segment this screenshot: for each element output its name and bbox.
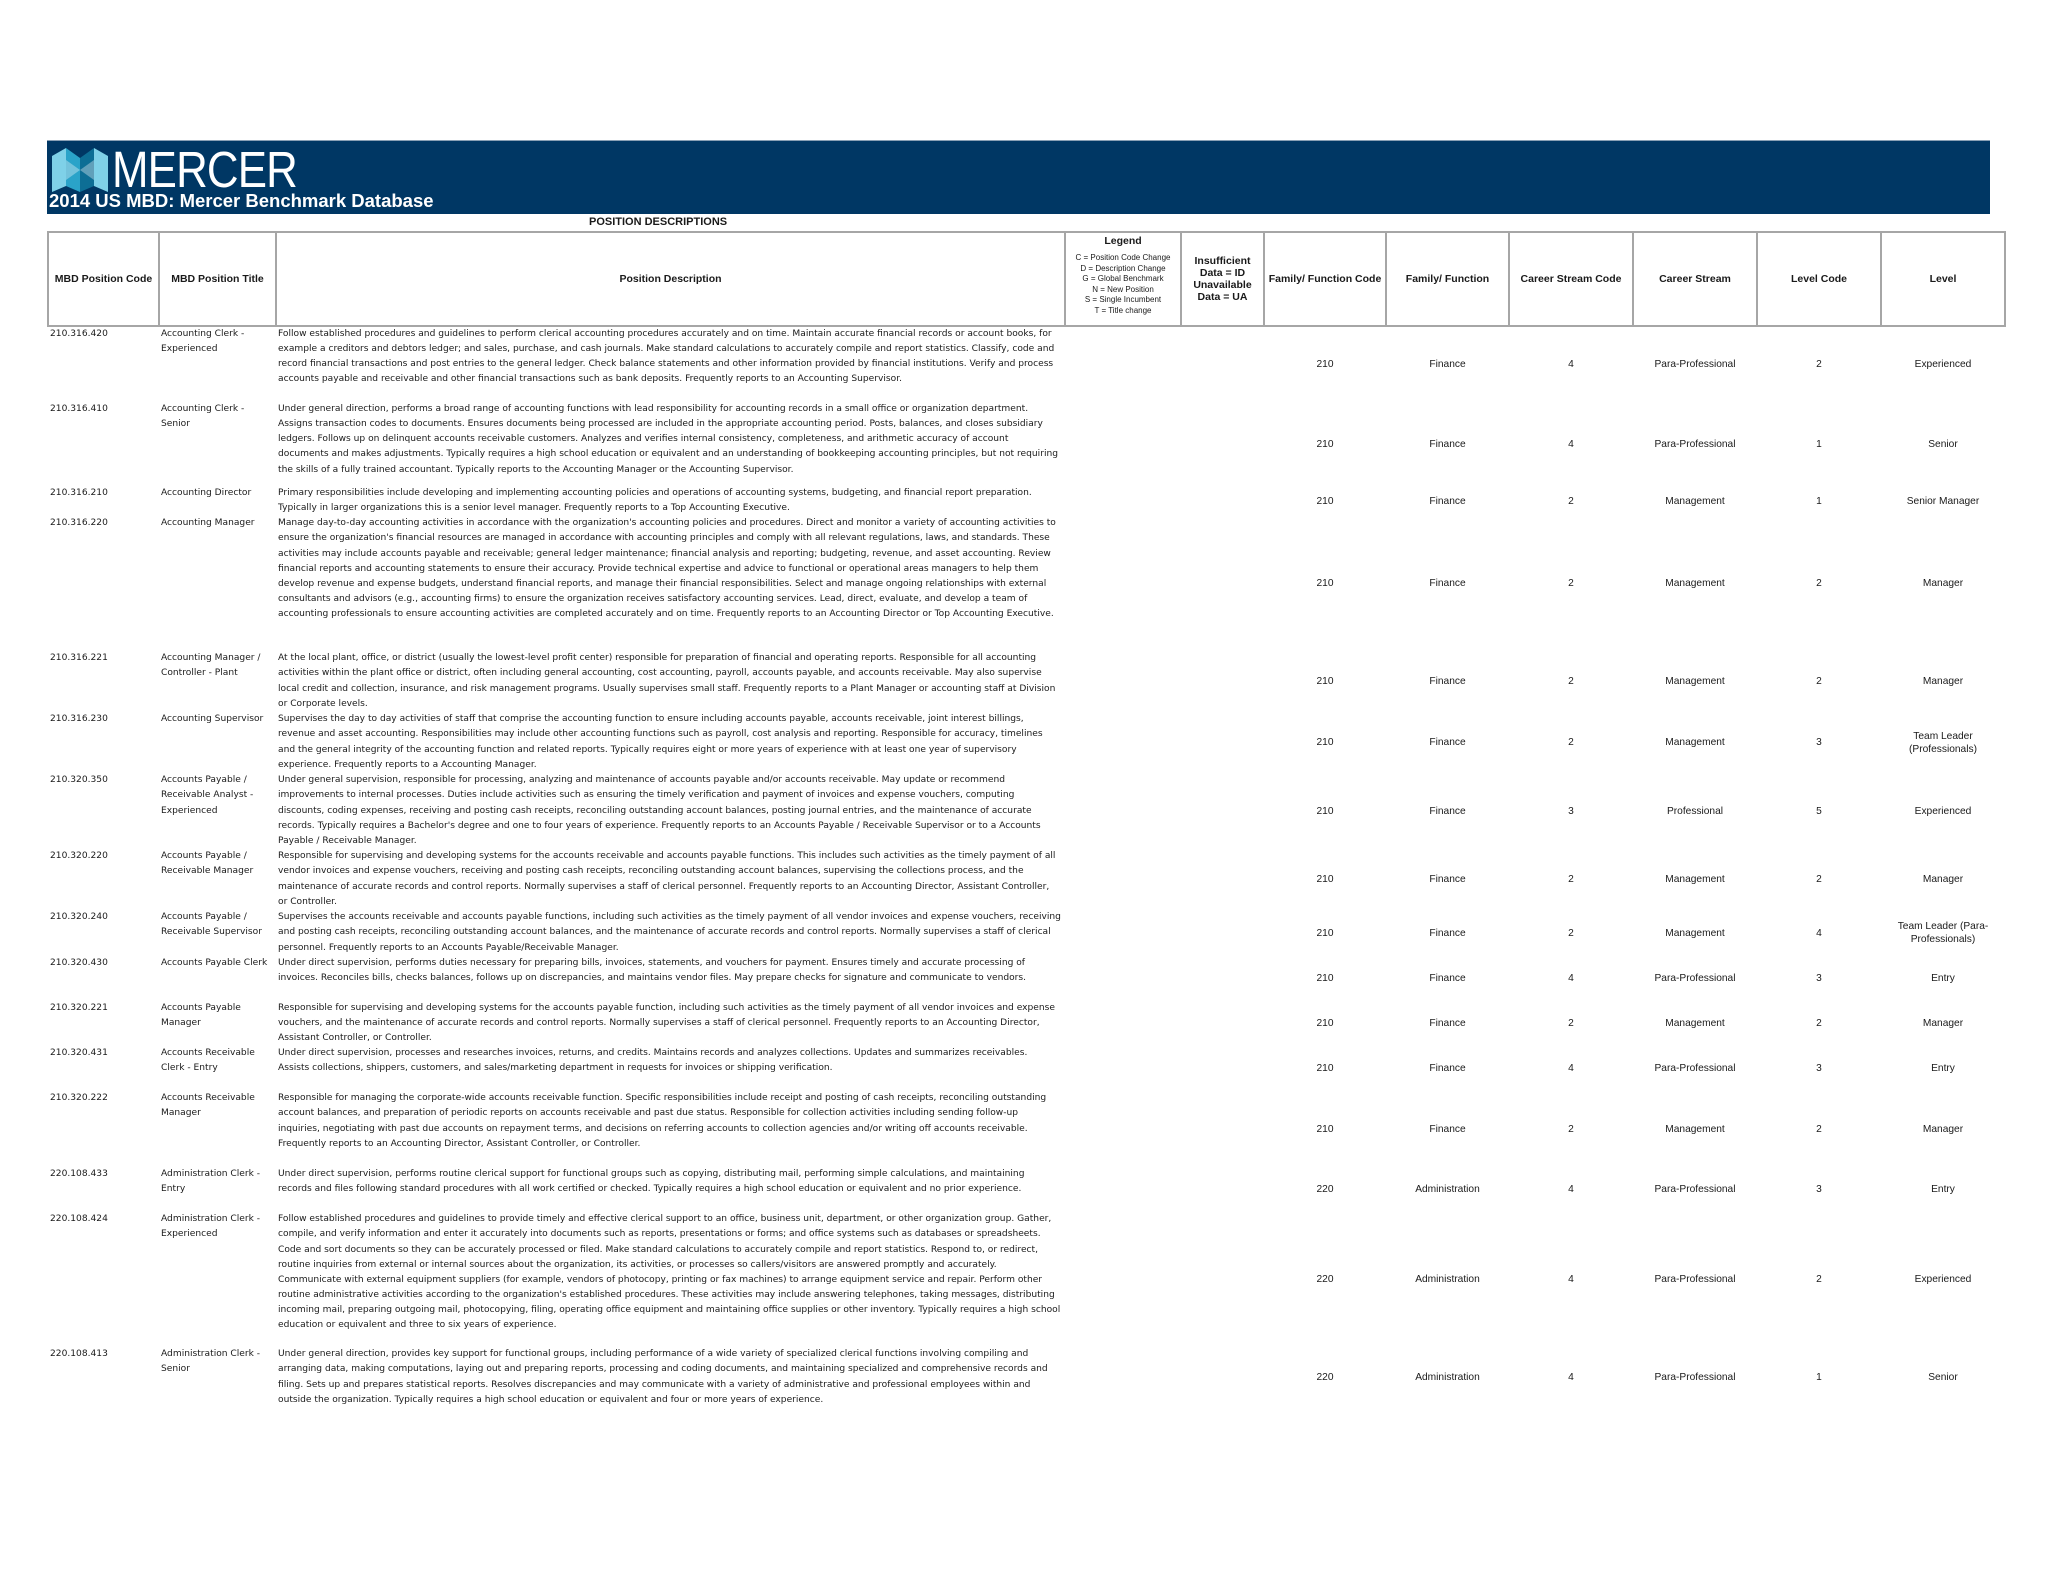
position-description-cell: Supervises the day to day activities of staff that comprise the accounting function to ensure including accounts payable, accounts receivable, joint interest billings, revenue and asset accounting. Responsibilities may include other accounting functions such as payroll, cost analysis and reporting. Responsible for accuracy, timelines and the general integrity of the accounting function and related reports. Typically requires eight or more years of experience with at least one year of supervisory experience. Frequently reports to a Accounting Manager.: [278, 714, 1043, 770]
family-code-cell: 210: [1316, 1123, 1334, 1135]
position-code-cell: 210.320.240: [50, 912, 108, 923]
position-description-cell: Primary responsibilities include developing and implementing accounting policies and operations of accounting systems, budgeting, and financial report preparation. Typically in larger organizations this is a senior level manager. Frequently reports to a Top Accounting Executive.: [278, 488, 1032, 514]
insufficient-data-cell: [1181, 773, 1264, 849]
legend-cell: [1065, 1212, 1181, 1347]
col-header-family: Family/ Function: [1386, 232, 1509, 326]
mercer-logo-icon: [52, 146, 109, 194]
legend-line: G = Global Benchmark: [1082, 274, 1164, 284]
level-cell: Experienced: [1914, 805, 1972, 817]
career-stream-cell: Management: [1665, 927, 1725, 939]
level-code-cell: 3: [1816, 1184, 1822, 1196]
career-stream-code-cell: 4: [1568, 359, 1574, 370]
position-code-cell: 220.108.433: [50, 1169, 108, 1180]
insufficient-data-cell: [1181, 486, 1264, 516]
position-description-cell: Under direct supervision, performs routine clerical support for functional groups such as copying, distributing mail, performing simple calculations, and maintaining records and files following standard procedures with all work certified or checked. Typically requires a high school education or equivalent and no prior experience.: [278, 1169, 1025, 1195]
table-row: [48, 1212, 2005, 1347]
level-code-cell: 3: [1816, 1063, 1822, 1075]
position-code-cell: 210.316.210: [50, 488, 108, 498]
family-code-cell: 210: [1316, 495, 1334, 507]
position-code-cell: 220.108.424: [50, 1214, 108, 1225]
position-description-cell: Manage day-to-day accounting activities in accordance with the organization's accounting policies and procedures. Direct and monitor a variety of accounting activities to ensure the organization's financial resources are managed in accordance with accounting principles and comply with all relevant regulations, laws, and standards. These activities may include accounts payable and receivable; general ledger maintenance; financial analysis and reporting; budgeting, revenue, and asset accounting. Review financial reports and accounting statements to ensure their accuracy. Provide technical expertise and advice to functional or operational areas managers to help them develop revenue and expense budgets, understand financial reports, and manage their financial responsibilities. Select and manage ongoing relationships with external consultants and advisors (e.g., accounting firms) to ensure the organization receives satisfactory accounting services. Lead, direct, evaluate, and develop a team of accounting professionals to ensure accounting activities are completed accurately and on time. Frequently reports to an Accounting Director or Top Accounting Executive.: [278, 518, 1056, 620]
position-description-cell: Supervises the accounts receivable and accounts payable functions, including such activities as the timely payment of all vendor invoices and expense vouchers, receiving and posting cash receipts, reconciling outstanding account balances, and the maintenance of accurate records and control reports. Normally supervises a staff of clerical personnel. Frequently reports to an Accounts Payable/Receivable Manager.: [278, 912, 1061, 953]
insufficient-data-cell: [1181, 956, 1264, 1001]
career-stream-cell: Para-Professional: [1654, 359, 1736, 370]
table-row: [48, 910, 2005, 955]
level-code-cell: 2: [1816, 578, 1822, 590]
level-cell: Entry: [1931, 1063, 1955, 1075]
family-code-cell: 210: [1316, 676, 1334, 688]
family-cell: Finance: [1429, 1123, 1466, 1135]
table-row: [48, 326, 2005, 402]
position-description-cell: Follow established procedures and guidelines to perform clerical accounting procedures accurately and on time. Maintain accurate financial records or account books, for example a creditors and debtors ledger; and sales, purchase, and cash journals. Make standard calculations to accurately compile and report statistics. Classify, code and record financial transactions and post entries to the general ledger. Check balance statements and other information provided by financial institutions. Verify and process accounts payable and receivable and other financial transactions such as bank deposits. Frequently reports to an Accounting Supervisor.: [278, 329, 1055, 385]
legend-line: C = Position Code Change: [1075, 253, 1171, 262]
career-stream-code-cell: 2: [1568, 927, 1574, 939]
legend-cell: [1065, 402, 1181, 486]
family-cell: Finance: [1429, 737, 1466, 749]
section-title: POSITION DESCRIPTIONS: [589, 216, 728, 228]
legend-cell: [1065, 1347, 1181, 1408]
legend-line: S = Single Incumbent: [1084, 295, 1162, 305]
family-code-cell: 210: [1316, 1018, 1334, 1030]
insufficient-data-cell: [1181, 1347, 1264, 1408]
family-code-cell: 210: [1316, 805, 1334, 817]
level-code-cell: 3: [1816, 972, 1822, 984]
career-stream-cell: Management: [1665, 1123, 1725, 1135]
insufficient-data-cell: [1181, 1001, 1264, 1046]
family-cell: Finance: [1429, 805, 1466, 817]
legend-cell: [1065, 1001, 1181, 1046]
level-code-cell: 2: [1816, 1123, 1822, 1135]
legend-cell: [1065, 1046, 1181, 1091]
career-stream-cell: Management: [1665, 737, 1725, 749]
career-stream-cell: Management: [1665, 676, 1725, 688]
position-description-cell: Responsible for managing the corporate-wide accounts receivable function. Specific responsibilities include receipt and posting of cash receipts, reconciling outstanding account balances, and preparation of periodic reports on accounts receivable and past due status. Responsible for collection activities including sending follow-up inquiries, negotiating with past due accounts on repayment terms, and decisions on referring accounts to collection agencies and/or writing off accounts receivable. Frequently reports to an Accounting Director, Assistant Controller, or Controller.: [278, 1093, 1047, 1149]
position-title-cell: Accounting Supervisor: [161, 714, 264, 725]
insufficient-data-cell: [1181, 712, 1264, 773]
insufficient-line: Insufficient: [1194, 255, 1251, 267]
col-header-level: Level: [1881, 232, 2005, 326]
position-description-cell: Follow established procedures and guidelines to provide timely and effective clerical support to an office, business unit, department, or other organization group. Gather, compile, and verify information and enter it accurately into documents such as reports, presentations or forms; and office systems such as databases or spreadsheets. Code and sort documents so they can be accurately processed or filed. Make standard calculations to accurately compile and report statistics. Respond to, or redirect, routine inquiries from external or internal sources about the organization, its activities, or processes so callers/visitors are answered promptly and accurately. Communicate with external equipment suppliers (for example, vendors of photocopy, printing or fax machines) to arrange equipment service and repair. Perform other routine administrative activities according to the organization's established procedures. These activities may include answering telephones, taking messages, distributing incoming mail, preparing outgoing mail, photocopying, filing, operating office equipment and maintaining office supplies or other inventory. Typically requires a high school education or equivalent and three to six years of experience.: [278, 1214, 1061, 1331]
family-cell: Finance: [1429, 676, 1466, 688]
mercer-logo: [52, 141, 327, 198]
position-title-cell: Accounting Director: [161, 488, 252, 498]
legend-cell: [1065, 849, 1181, 910]
position-description-cell: Under direct supervision, processes and researches invoices, returns, and credits. Maintains records and analyzes collections. Updates and summarizes receivables. Assists collections, shippers, customers, and sales/marketing department in requests for invoices or shipping verification.: [278, 1048, 1028, 1074]
level-code-cell: 1: [1816, 495, 1822, 507]
insufficient-line: Data = UA: [1197, 291, 1248, 303]
position-description-cell: Under general supervision, responsible for processing, analyzing and maintenance of accounts payable and/or accounts receivable. May update or recommend improvements to internal processes. Duties include activities such as ensuring the timely verification and payment of invoices and expense vouchers, computing discounts, coding expenses, receiving and posting cash receipts, reconciling outstanding account balances, posting journal entries, and the maintenance of accurate records. Typically requires a Bachelor's degree and one to four years of experience. Frequently reports to an Accounts Payable / Receivable Supervisor or to a Accounts Payable / Receivable Manager.: [278, 775, 1041, 846]
insufficient-data-cell: [1181, 849, 1264, 910]
table-row: [48, 486, 2005, 516]
career-stream-cell: Management: [1665, 495, 1725, 507]
position-code-cell: 210.316.220: [50, 518, 108, 529]
family-code-cell: 210: [1316, 874, 1334, 886]
legend-line: D = Description Change: [1080, 263, 1166, 273]
family-cell: Finance: [1429, 495, 1466, 507]
table-row: [48, 1001, 2005, 1046]
position-title-cell: Administration Clerk - Entry: [161, 1169, 261, 1195]
legend-line: N = New Position: [1092, 284, 1154, 294]
level-cell: Experienced: [1914, 359, 1972, 370]
col-header-legend: [1065, 232, 1181, 326]
position-description-cell: At the local plant, office, or district (usually the lowest-level profit center) responsible for preparation of financial and operating reports. Responsible for all accounting activities within the plant office or district, often including general accounting, cost accounting, payroll, accounts payable, and accounts receivable. May also supervise local credit and collection, insurance, and risk management programs. Usually supervises small staff. Frequently reports to a Plant Manager or accounting staff at Division or Corporate levels.: [278, 653, 1056, 709]
position-code-cell: 210.320.220: [50, 851, 108, 862]
career-stream-code-cell: 2: [1568, 874, 1574, 886]
career-stream-cell: Professional: [1666, 805, 1724, 817]
position-title-cell: Accounts Receivable Clerk - Entry: [161, 1048, 255, 1074]
legend-cell: [1065, 1167, 1181, 1212]
table-row: [48, 402, 2005, 486]
level-cell: Manager: [1922, 1018, 1964, 1030]
col-header-stream: Career Stream: [1633, 232, 1757, 326]
position-title-cell: Accounting Manager: [161, 518, 255, 529]
family-cell: Finance: [1429, 438, 1466, 450]
table-row: [48, 1046, 2005, 1091]
level-code-cell: 5: [1816, 805, 1822, 817]
legend-cell: [1065, 486, 1181, 516]
brand-wordmark: MERCER: [112, 141, 297, 198]
legend-cell: [1065, 956, 1181, 1001]
position-title-cell: Accounts Receivable Manager: [161, 1093, 255, 1119]
family-cell: Finance: [1429, 578, 1466, 590]
level-cell: Manager: [1922, 578, 1964, 590]
career-stream-code-cell: 4: [1568, 438, 1574, 450]
family-cell: Administration: [1415, 1372, 1480, 1384]
level-cell: Manager: [1922, 1123, 1964, 1135]
insufficient-data-cell: [1181, 516, 1264, 651]
family-code-cell: 210: [1316, 972, 1334, 984]
position-title-cell: Accounts Payable Manager: [161, 1002, 241, 1028]
career-stream-code-cell: 4: [1568, 1372, 1574, 1384]
position-title-cell: Accounts Payable Clerk: [161, 957, 268, 968]
table-row: [48, 712, 2005, 773]
career-stream-cell: Management: [1665, 1018, 1725, 1030]
family-cell: Administration: [1415, 1274, 1480, 1286]
legend-cell: [1065, 651, 1181, 712]
position-description-cell: Under general direction, performs a broad range of accounting functions with lead responsibility for accounting records in a small office or organization department. Assigns transaction codes to documents. Ensures documents being processed are included in the appropriate accounting period. Posts, balances, and closes subsidiary ledgers. Follows up on delinquent accounts receivable customers. Analyzes and verifies internal consistency, completeness, and arithmetic accuracy of account documents and makes adjustments. Typically requires a high school education or equivalent and an understanding of bookkeeping accounting principles, but not requiring the skills of a fully trained accountant. Typically reports to the Accounting Manager or the Accounting Supervisor.: [278, 404, 1059, 475]
position-code-cell: 210.320.430: [50, 957, 108, 968]
level-cell: Entry: [1931, 1184, 1955, 1196]
family-code-cell: 210: [1316, 578, 1334, 590]
table-row: [48, 773, 2005, 849]
position-title-cell: Administration Clerk - Experienced: [161, 1214, 261, 1240]
level-code-cell: 4: [1816, 927, 1822, 939]
level-code-cell: 2: [1816, 676, 1822, 688]
career-stream-code-cell: 2: [1568, 1123, 1574, 1135]
position-title-cell: Accounts Payable / Receivable Supervisor: [161, 912, 262, 938]
career-stream-cell: Management: [1665, 874, 1725, 886]
career-stream-cell: Management: [1665, 578, 1725, 590]
position-code-cell: 210.316.221: [50, 653, 108, 664]
insufficient-data-cell: [1181, 402, 1264, 486]
level-cell: Team Leader (Para-Professionals): [1897, 921, 1989, 946]
career-stream-code-cell: 4: [1568, 1063, 1574, 1075]
level-code-cell: 2: [1816, 1274, 1822, 1286]
career-stream-code-cell: 4: [1568, 1274, 1574, 1286]
position-code-cell: 210.316.230: [50, 714, 108, 725]
family-code-cell: 210: [1316, 438, 1334, 450]
insufficient-data-cell: [1181, 910, 1264, 955]
family-cell: Finance: [1429, 972, 1466, 984]
col-header-code: MBD Position Code: [48, 232, 159, 326]
level-cell: Senior: [1928, 1372, 1958, 1384]
career-stream-cell: Para-Professional: [1654, 1372, 1736, 1384]
position-code-cell: 220.108.413: [50, 1349, 108, 1360]
career-stream-cell: Para-Professional: [1654, 1184, 1736, 1196]
position-code-cell: 210.320.350: [50, 775, 108, 786]
position-title-cell: Accounting Manager / Controller - Plant: [161, 653, 261, 679]
level-code-cell: 1: [1816, 438, 1822, 450]
level-cell: Senior: [1928, 438, 1958, 450]
insufficient-data-cell: [1181, 1046, 1264, 1091]
career-stream-cell: Para-Professional: [1654, 1274, 1736, 1286]
legend-cell: [1065, 516, 1181, 651]
table-header-row: [48, 232, 2005, 326]
level-cell: Experienced: [1914, 1274, 1972, 1286]
position-code-cell: 210.316.420: [50, 329, 108, 339]
family-code-cell: 210: [1316, 927, 1334, 939]
career-stream-cell: Para-Professional: [1654, 438, 1736, 450]
position-title-cell: Administration Clerk - Senior: [161, 1349, 261, 1375]
col-header-family-code: Family/ Function Code: [1264, 232, 1386, 326]
legend-cell: [1065, 1091, 1181, 1167]
career-stream-code-cell: 2: [1568, 737, 1574, 749]
family-cell: Finance: [1429, 359, 1466, 370]
family-code-cell: 210: [1316, 737, 1334, 749]
report-subtitle: 2014 US MBD: Mercer Benchmark Database: [49, 190, 434, 211]
position-title-cell: Accounting Clerk - Experienced: [161, 329, 245, 355]
position-description-cell: Under general direction, provides key support for functional groups, including performance of a wide variety of specialized clerical functions involving compiling and arranging data, making computations, laying out and preparing reports, processing and coding documents, and maintaining specialized and comprehensive records and filing. Sets up and prepares statistical reports. Resolves discrepancies and may communicate with a variety of administrative and professional employees within and outside the organization. Typically requires a high school education or equivalent and four or more years of experience.: [278, 1349, 1048, 1405]
career-stream-code-cell: 2: [1568, 676, 1574, 688]
career-stream-code-cell: 2: [1568, 1018, 1574, 1030]
insufficient-data-cell: [1181, 326, 1264, 402]
level-code-cell: 3: [1816, 737, 1822, 749]
career-stream-code-cell: 2: [1568, 495, 1574, 507]
legend-cell: [1065, 712, 1181, 773]
insufficient-data-cell: [1181, 1091, 1264, 1167]
level-cell: Team Leader (Professionals): [1909, 730, 1977, 755]
family-code-cell: 220: [1316, 1184, 1334, 1196]
level-cell: Senior Manager: [1906, 495, 1980, 507]
family-code-cell: 220: [1316, 1372, 1334, 1384]
col-header-description: Position Description: [276, 232, 1065, 326]
legend-cell: [1065, 910, 1181, 955]
family-code-cell: 210: [1316, 1063, 1334, 1075]
insufficient-line: Data = ID: [1199, 267, 1246, 279]
table-row: [48, 1091, 2005, 1167]
col-header-level-code: Level Code: [1757, 232, 1881, 326]
level-code-cell: 2: [1816, 359, 1822, 370]
position-code-cell: 210.320.222: [50, 1093, 108, 1104]
position-code-cell: 210.320.431: [50, 1048, 108, 1059]
table-row: [48, 956, 2005, 1001]
level-code-cell: 2: [1816, 874, 1822, 886]
level-code-cell: 2: [1816, 1018, 1822, 1030]
insufficient-data-cell: [1181, 1167, 1264, 1212]
insufficient-data-cell: [1181, 651, 1264, 712]
level-code-cell: 1: [1816, 1372, 1822, 1384]
table-row: [48, 651, 2005, 712]
position-code-cell: 210.320.221: [50, 1002, 108, 1013]
table-row: [48, 849, 2005, 910]
career-stream-cell: Para-Professional: [1654, 972, 1736, 984]
position-description-cell: Responsible for supervising and developing systems for the accounts payable function, including such activities as the timely payment of all vendor invoices and expense vouchers, and the maintenance of accurate records and control reports. Normally supervises a staff of clerical personnel. Frequently reports to an Accounting Director, Assistant Controller, or Controller.: [278, 1002, 1055, 1044]
table-row: [48, 516, 2005, 651]
col-header-insufficient: [1181, 232, 1264, 326]
family-cell: Finance: [1429, 1063, 1466, 1075]
insufficient-line: Unavailable: [1193, 279, 1252, 291]
level-cell: Manager: [1922, 874, 1964, 886]
career-stream-cell: Para-Professional: [1654, 1063, 1736, 1075]
family-cell: Finance: [1429, 874, 1466, 886]
career-stream-code-cell: 3: [1568, 805, 1574, 817]
table-row: [48, 1167, 2005, 1212]
position-title-cell: Accounts Payable / Receivable Analyst - Experienced: [161, 775, 254, 816]
family-cell: Finance: [1429, 927, 1466, 939]
table-row: [48, 1347, 2005, 1408]
career-stream-code-cell: 4: [1568, 1184, 1574, 1196]
col-header-stream-code: Career Stream Code: [1509, 232, 1633, 326]
position-description-cell: Under direct supervision, performs duties necessary for preparing bills, invoices, statements, and vouchers for payment. Ensures timely and accurate processing of invoices. Reconciles bills, checks balances, follows up on discrepancies, and maintains vendor files. May prepare checks for signature and communicate to vendors.: [278, 957, 1027, 983]
career-stream-code-cell: 4: [1568, 972, 1574, 984]
position-description-cell: Responsible for supervising and developing systems for the accounts receivable and accounts payable functions. This includes such activities as the timely payment of all vendor invoices and expense vouchers, receiving and posting cash receipts, reconciling outstanding account balances, supervising the collections process, and the maintenance of accurate records and control reports. Normally supervises a staff of clerical personnel. Frequently reports to an Accounting Director, Assistant Controller, or Controller.: [278, 851, 1056, 907]
col-header-title: MBD Position Title: [159, 232, 276, 326]
legend-cell: [1065, 326, 1181, 402]
position-code-cell: 210.316.410: [50, 404, 108, 414]
family-code-cell: 220: [1316, 1274, 1334, 1286]
family-cell: Administration: [1415, 1184, 1480, 1196]
career-stream-code-cell: 2: [1568, 578, 1574, 590]
family-cell: Finance: [1429, 1018, 1466, 1030]
report-sheet: [47, 140, 1990, 1408]
legend-line: T = Title change: [1094, 305, 1152, 315]
family-code-cell: 210: [1316, 359, 1334, 370]
level-cell: Manager: [1922, 676, 1964, 688]
header-banner: [47, 140, 1990, 214]
level-cell: Entry: [1931, 972, 1955, 984]
legend-title: Legend: [1104, 235, 1142, 247]
position-title-cell: Accounts Payable / Receivable Manager: [161, 851, 254, 877]
insufficient-data-cell: [1181, 1212, 1264, 1347]
position-title-cell: Accounting Clerk - Senior: [161, 404, 245, 430]
legend-cell: [1065, 773, 1181, 849]
position-table: [47, 231, 2006, 1408]
